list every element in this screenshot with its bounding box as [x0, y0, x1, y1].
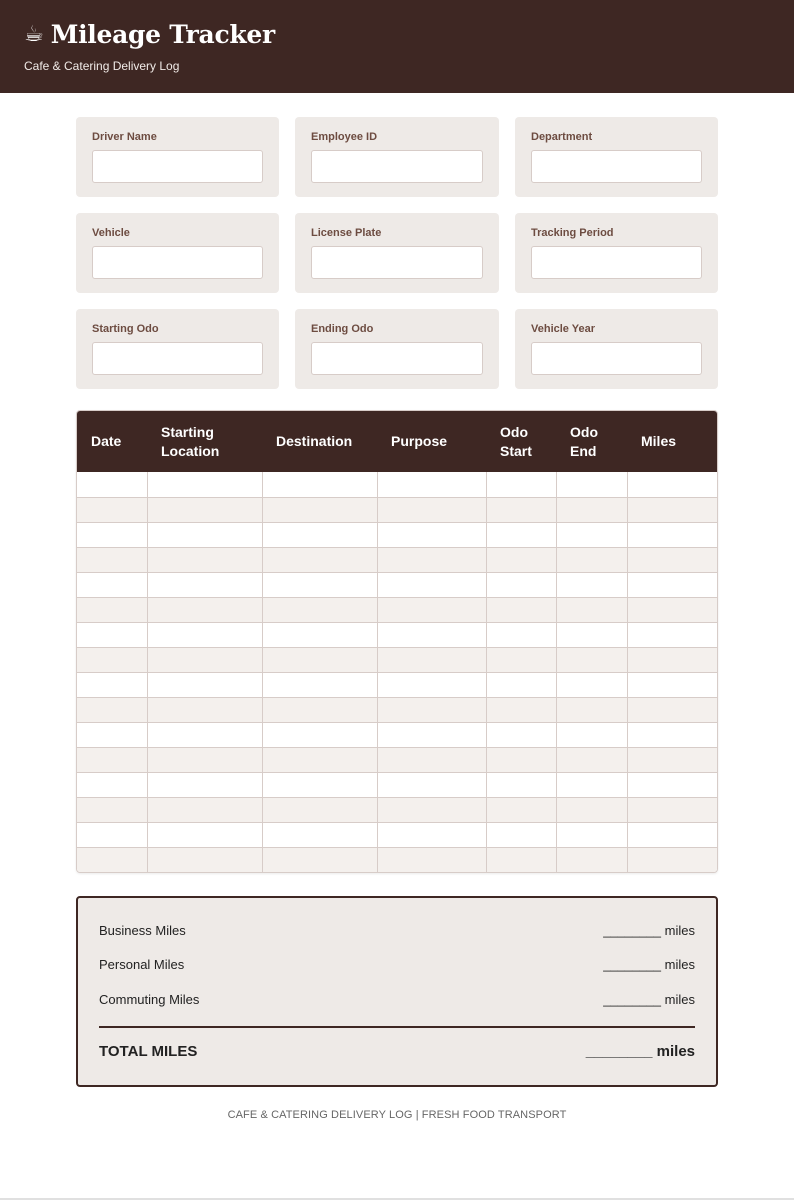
field-vehicle [76, 213, 279, 293]
summary-value [603, 957, 695, 972]
license-plate-input[interactable] [311, 246, 483, 279]
table-cell[interactable] [377, 747, 486, 772]
table-cell[interactable] [377, 622, 486, 647]
table-cell[interactable] [147, 847, 262, 872]
table-row [77, 497, 717, 522]
table-cell[interactable] [147, 622, 262, 647]
table-cell[interactable] [486, 647, 556, 672]
table-cell[interactable] [147, 472, 262, 497]
table-cell[interactable] [77, 772, 147, 797]
table-cell[interactable] [147, 822, 262, 847]
field-label: License Plate [311, 227, 382, 239]
table-cell[interactable] [486, 597, 556, 622]
summary-divider [99, 1026, 695, 1028]
table-cell[interactable] [77, 472, 147, 497]
table-cell[interactable] [377, 547, 486, 572]
table-cell[interactable] [486, 572, 556, 597]
table-cell[interactable] [556, 472, 627, 497]
table-cell[interactable] [147, 647, 262, 672]
unit: miles [664, 957, 695, 972]
table-cell[interactable] [77, 572, 147, 597]
field-label: Ending Odo [311, 323, 374, 335]
col-header-starting-location: Starting Location [147, 411, 262, 472]
col-header-odo-start: Odo Start [486, 411, 556, 472]
summary-label: Commuting Miles [99, 992, 200, 1007]
table-cell[interactable] [77, 672, 147, 697]
table-cell[interactable] [77, 622, 147, 647]
field-employee-id [295, 117, 499, 197]
table-cell[interactable] [486, 822, 556, 847]
starting-odo-input[interactable] [92, 342, 263, 375]
ending-odo-input[interactable] [311, 342, 483, 375]
table-row [77, 672, 717, 697]
title-row [24, 20, 275, 50]
field-label: Tracking Period [531, 227, 614, 239]
col-header-odo-end: Odo End [556, 411, 627, 472]
table-cell[interactable] [486, 722, 556, 747]
table-row [77, 547, 717, 572]
table-cell[interactable] [147, 697, 262, 722]
table-cell[interactable] [377, 822, 486, 847]
table-cell[interactable] [147, 547, 262, 572]
table-cell[interactable] [556, 522, 627, 547]
field-starting-odo [76, 309, 279, 389]
total-value [586, 1043, 695, 1060]
table-cell[interactable] [627, 672, 717, 697]
field-department [515, 117, 718, 197]
table-row [77, 772, 717, 797]
table-cell[interactable] [147, 597, 262, 622]
table-cell[interactable] [556, 797, 627, 822]
table-row [77, 572, 717, 597]
table-row [77, 472, 717, 497]
table-cell[interactable] [377, 522, 486, 547]
table-cell[interactable] [377, 847, 486, 872]
employee-id-input[interactable] [311, 150, 483, 183]
field-vehicle-year [515, 309, 718, 389]
summary-value [603, 992, 695, 1007]
table-row [77, 747, 717, 772]
blank-line[interactable]: ________ [603, 923, 662, 938]
table-cell[interactable] [77, 522, 147, 547]
table-cell[interactable] [556, 697, 627, 722]
table-cell[interactable] [627, 847, 717, 872]
field-label: Vehicle [92, 227, 130, 239]
table-cell[interactable] [77, 547, 147, 572]
table-cell[interactable] [556, 822, 627, 847]
table-cell[interactable] [77, 497, 147, 522]
table-cell[interactable] [486, 547, 556, 572]
table-cell[interactable] [147, 672, 262, 697]
table-cell[interactable] [556, 497, 627, 522]
table-cell[interactable] [556, 622, 627, 647]
table-cell[interactable] [377, 597, 486, 622]
table-cell[interactable] [627, 622, 717, 647]
field-driver-name [76, 117, 279, 197]
table-cell[interactable] [486, 672, 556, 697]
total-label: TOTAL MILES [99, 1043, 198, 1060]
table-cell[interactable] [377, 797, 486, 822]
department-input[interactable] [531, 150, 702, 183]
blank-line[interactable]: ________ [603, 992, 662, 1007]
table-cell[interactable] [147, 797, 262, 822]
vehicle-input[interactable] [92, 246, 263, 279]
table-cell[interactable] [377, 722, 486, 747]
mileage-log-table [76, 410, 718, 873]
summary-row-personal [99, 957, 695, 972]
table-cell[interactable] [556, 647, 627, 672]
mileage-summary [76, 896, 718, 1087]
table-row [77, 822, 717, 847]
table-cell[interactable] [627, 497, 717, 522]
table-cell[interactable] [147, 572, 262, 597]
table-cell[interactable] [627, 472, 717, 497]
table-cell[interactable] [147, 772, 262, 797]
summary-label: Personal Miles [99, 957, 185, 972]
table-cell[interactable] [556, 547, 627, 572]
table-cell[interactable] [262, 472, 377, 497]
table-row [77, 697, 717, 722]
table-cell[interactable] [262, 772, 377, 797]
table-cell[interactable] [627, 697, 717, 722]
unit: miles [656, 1043, 695, 1060]
table-cell[interactable] [627, 547, 717, 572]
table-cell[interactable] [627, 822, 717, 847]
table-cell[interactable] [77, 847, 147, 872]
field-label: Driver Name [92, 131, 157, 143]
table-cell[interactable] [377, 497, 486, 522]
col-header-date: Date [77, 411, 147, 472]
table-row [77, 597, 717, 622]
coffee-cup-icon: ☕ [24, 22, 44, 47]
table-cell[interactable] [262, 572, 377, 597]
page-title: Mileage Tracker [50, 20, 275, 49]
unit: miles [664, 992, 695, 1007]
table-cell[interactable] [377, 472, 486, 497]
table-row [77, 847, 717, 872]
table-cell[interactable] [486, 622, 556, 647]
summary-row-total [99, 1043, 695, 1060]
table-cell[interactable] [556, 597, 627, 622]
blank-line[interactable]: ________ [585, 1043, 653, 1060]
table-cell[interactable] [147, 722, 262, 747]
table-row [77, 647, 717, 672]
table-cell[interactable] [556, 672, 627, 697]
table-cell[interactable] [77, 647, 147, 672]
table-cell[interactable] [77, 597, 147, 622]
table-cell[interactable] [77, 797, 147, 822]
table-cell[interactable] [147, 747, 262, 772]
table-cell[interactable] [486, 772, 556, 797]
table-cell[interactable] [627, 722, 717, 747]
page-subtitle: Cafe & Catering Delivery Log [24, 59, 180, 73]
page-header [0, 0, 794, 93]
table-cell[interactable] [377, 572, 486, 597]
table-cell[interactable] [262, 672, 377, 697]
summary-value [603, 923, 695, 938]
table-cell[interactable] [377, 672, 486, 697]
field-label: Vehicle Year [531, 323, 596, 335]
table-cell[interactable] [77, 747, 147, 772]
table-cell[interactable] [77, 697, 147, 722]
table-cell[interactable] [262, 622, 377, 647]
field-label: Employee ID [311, 131, 378, 143]
table-cell[interactable] [486, 797, 556, 822]
table-cell[interactable] [627, 522, 717, 547]
table-cell[interactable] [262, 497, 377, 522]
unit: miles [664, 923, 695, 938]
table-cell[interactable] [486, 697, 556, 722]
table-body [77, 472, 717, 872]
field-license-plate [295, 213, 499, 293]
driver-info-fields [76, 117, 718, 389]
table-cell[interactable] [262, 847, 377, 872]
table-cell[interactable] [377, 772, 486, 797]
table-cell[interactable] [262, 597, 377, 622]
table-cell[interactable] [486, 472, 556, 497]
summary-row-commuting [99, 992, 695, 1007]
table-cell[interactable] [262, 647, 377, 672]
col-header-miles: Miles [627, 411, 717, 472]
col-header-destination: Destination [262, 411, 377, 472]
field-tracking-period [515, 213, 718, 293]
table-cell[interactable] [556, 722, 627, 747]
table-row [77, 797, 717, 822]
col-header-purpose: Purpose [377, 411, 486, 472]
table-cell[interactable] [77, 822, 147, 847]
table-cell[interactable] [486, 522, 556, 547]
tracking-period-input[interactable] [531, 246, 702, 279]
table-cell[interactable] [262, 547, 377, 572]
page-footer: CAFE & CATERING DELIVERY LOG | FRESH FOOD TRANSPORT [227, 1109, 567, 1121]
table-cell[interactable] [486, 497, 556, 522]
vehicle-year-input[interactable] [531, 342, 702, 375]
field-label: Department [531, 131, 593, 143]
table-cell[interactable] [627, 747, 717, 772]
table-cell[interactable] [627, 797, 717, 822]
table-cell[interactable] [486, 847, 556, 872]
field-label: Starting Odo [92, 323, 159, 335]
table-cell[interactable] [147, 522, 262, 547]
table-header-row [77, 411, 717, 472]
table-row [77, 622, 717, 647]
driver-name-input[interactable] [92, 150, 263, 183]
table-cell[interactable] [262, 722, 377, 747]
table-cell[interactable] [262, 797, 377, 822]
table-row [77, 522, 717, 547]
table-cell[interactable] [486, 747, 556, 772]
summary-label: Business Miles [99, 923, 186, 938]
table-cell[interactable] [377, 697, 486, 722]
table-cell[interactable] [262, 822, 377, 847]
table-cell[interactable] [556, 747, 627, 772]
table-cell[interactable] [556, 847, 627, 872]
table-cell[interactable] [77, 722, 147, 747]
table-cell[interactable] [627, 597, 717, 622]
table-cell[interactable] [556, 572, 627, 597]
table-cell[interactable] [627, 772, 717, 797]
blank-line[interactable]: ________ [603, 957, 662, 972]
table-cell[interactable] [262, 747, 377, 772]
table-row [77, 722, 717, 747]
table-cell[interactable] [377, 647, 486, 672]
field-ending-odo [295, 309, 499, 389]
summary-row-business [99, 923, 695, 938]
table-cell[interactable] [627, 647, 717, 672]
table-cell[interactable] [556, 772, 627, 797]
table-cell[interactable] [147, 497, 262, 522]
table-cell[interactable] [627, 572, 717, 597]
table-cell[interactable] [262, 522, 377, 547]
table-cell[interactable] [262, 697, 377, 722]
